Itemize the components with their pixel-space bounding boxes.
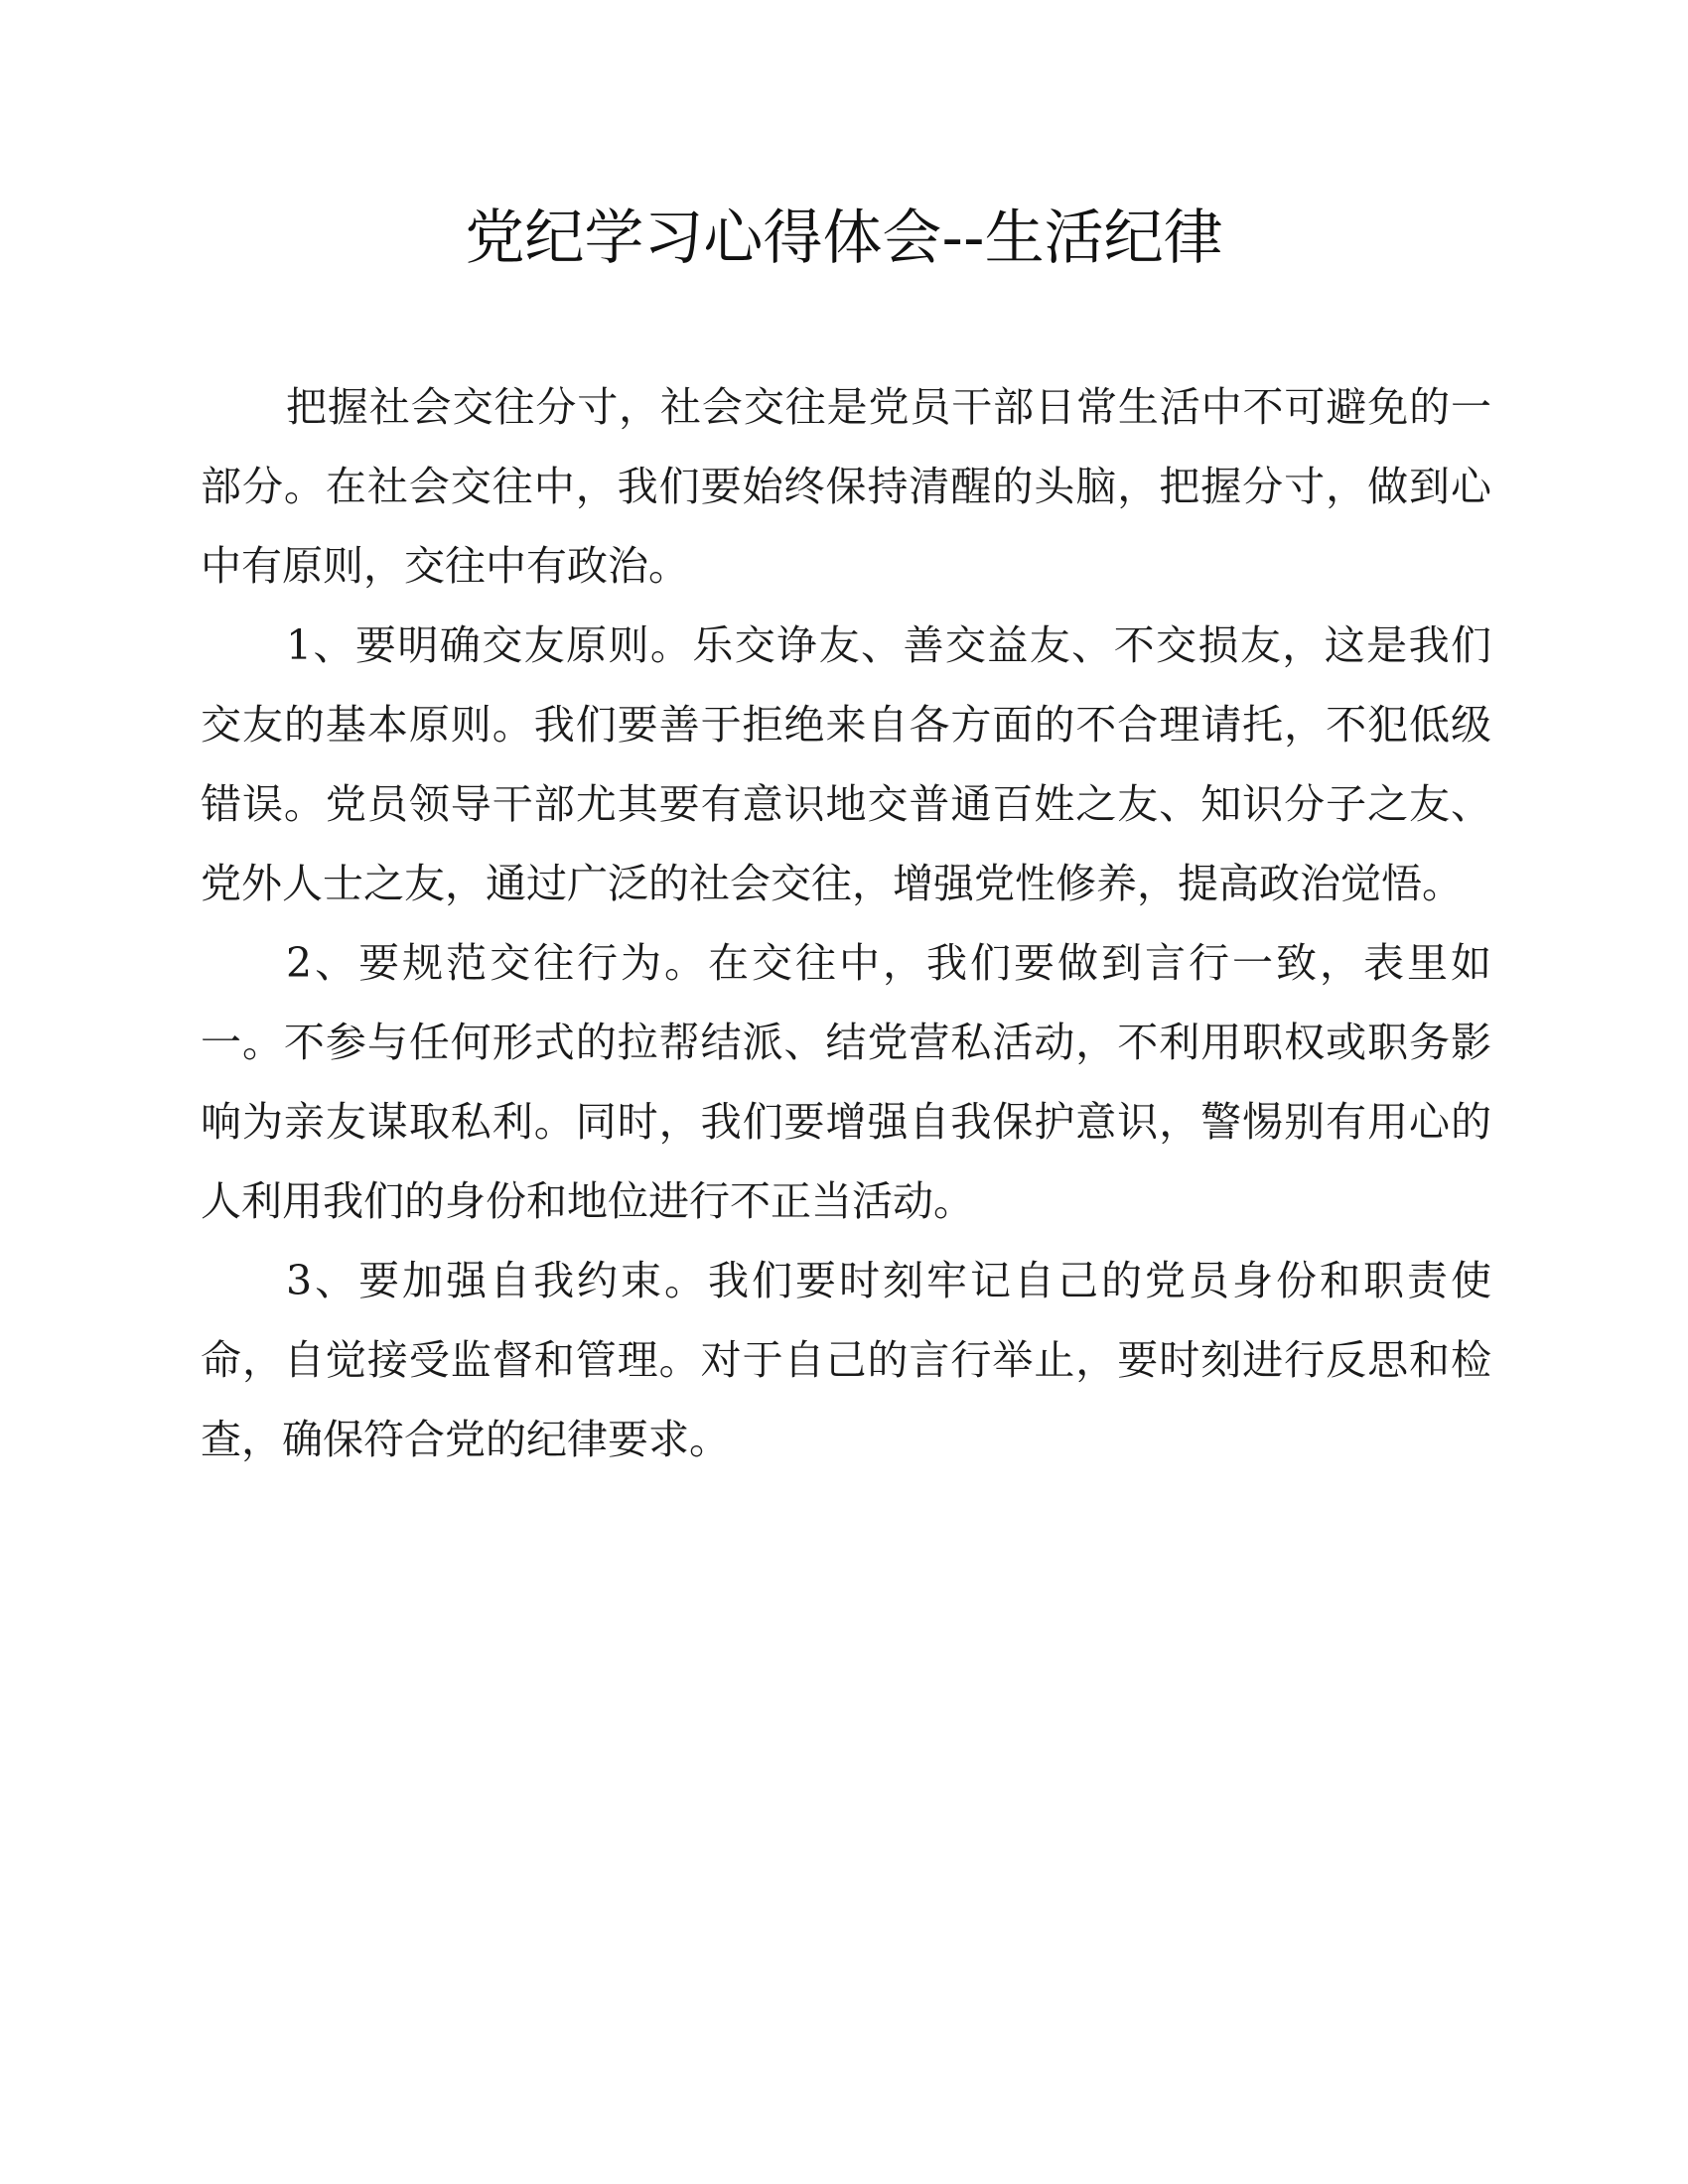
paragraph-point-1: 1、要明确交友原则。乐交诤友、善交益友、不交损友，这是我们交友的基本原则。我们要善于拒绝来自各方面的不合理请托，不犯低级错误。党员领导干部尤其要有意识地交普通百姓之友、知识分子之友、党外人士之友，通过广泛的社会交往，增强党性修养，提高政治觉悟。 bbox=[201, 621, 1491, 907]
paragraph-point-3: 3、要加强自我约束。我们要时刻牢记自己的党员身份和职责使命，自觉接受监督和管理。对于自己的言行举止，要时刻进行反思和检查，确保符合党的纪律要求。 bbox=[201, 1257, 1491, 1463]
document-body bbox=[201, 367, 1491, 1479]
paragraph-point-2: 2、要规范交往行为。在交往中，我们要做到言行一致，表里如一。不参与任何形式的拉帮结派、结党营私活动，不利用职权或职务影响为亲友谋取私利。同时，我们要增强自我保护意识，警惕别有用心的人利用我们的身份和地位进行不正当活动。 bbox=[201, 939, 1491, 1225]
document-title: 党纪学习心得体会--生活纪律 bbox=[465, 204, 1223, 273]
paragraph-intro: 把握社会交往分寸，社会交往是党员干部日常生活中不可避免的一部分。在社会交往中，我们要始终保持清醒的头脑，把握分寸，做到心中有原则，交往中有政治。 bbox=[201, 383, 1491, 590]
